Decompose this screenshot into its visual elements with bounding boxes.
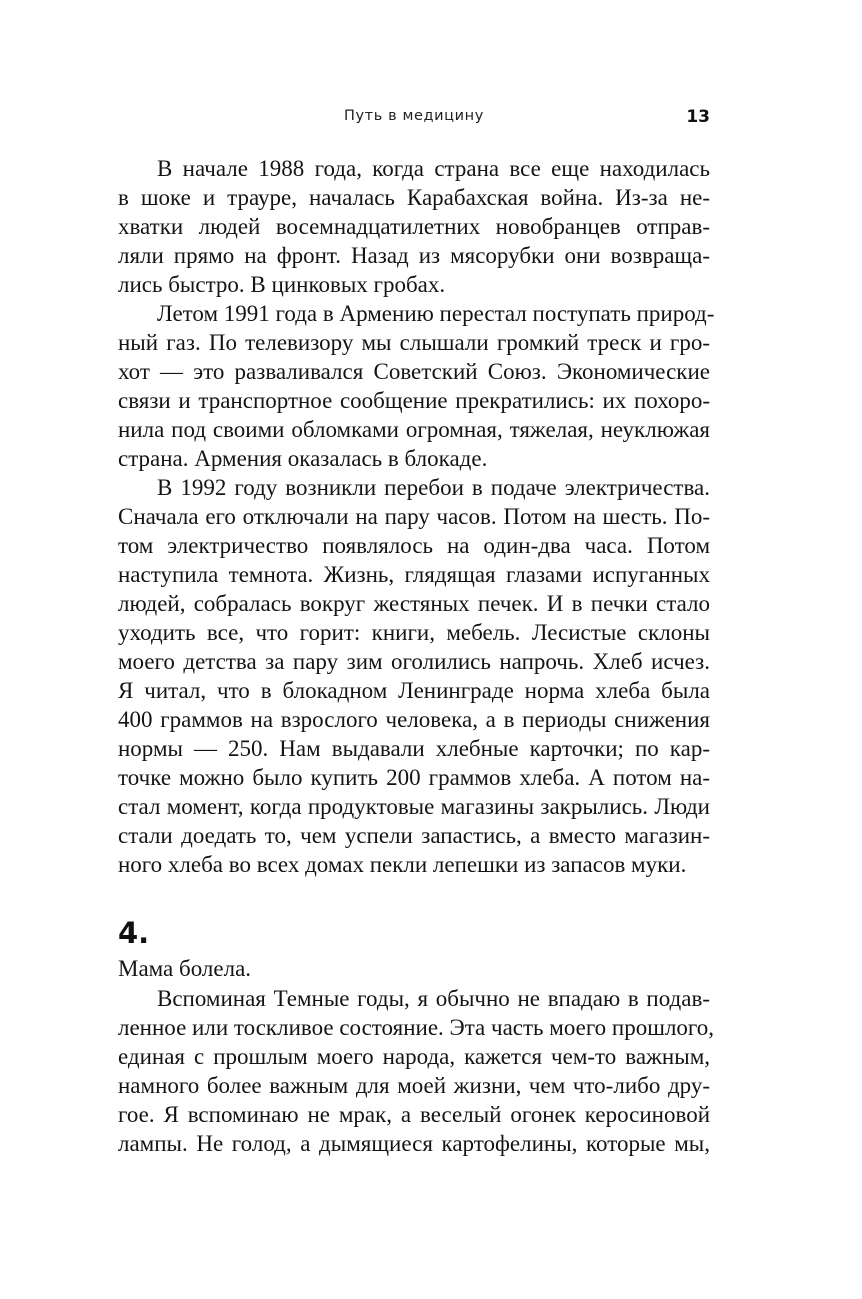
text-line: хватки людей восемнадцатилетних новобранцев отправ- xyxy=(118,214,710,239)
text-line: Я читал, что в блокадном Ленинграде норма хлеба была xyxy=(118,678,710,703)
page-number: 13 xyxy=(686,107,710,127)
text-line: В 1992 году возникли перебои в подаче электричества. xyxy=(157,475,710,500)
text-line: Мама болела. xyxy=(118,956,252,981)
text-line: нила под своими обломками огромная, тяжелая, неуклюжая xyxy=(118,417,710,442)
text-line: намного более важным для моей жизни, чем что-либо дру- xyxy=(118,1073,710,1098)
text-line: гое. Я вспоминаю не мрак, а веселый огонек керосиновой xyxy=(118,1102,710,1127)
text-line: страна. Армения оказалась в блокаде. xyxy=(118,446,488,471)
running-header xyxy=(0,108,862,130)
text-line: лампы. Не голод, а дымящиеся картофелины, которые мы, xyxy=(118,1131,710,1156)
text-line: моего детства за пару зим оголились напрочь. Хлеб исчез. xyxy=(118,649,710,674)
text-line: Летом 1991 года в Армению перестал поступать природ- xyxy=(157,301,715,326)
text-line: том электричество появлялось на один-два часа. Потом xyxy=(118,533,710,558)
text-line: единая с прошлым моего народа, кажется чем-то важным, xyxy=(118,1044,710,1069)
text-line: людей, собралась вокруг жестяных печек. И в печки стало xyxy=(118,591,710,616)
text-line: хот — это разваливался Советский Союз. Экономические xyxy=(118,359,710,384)
text-line: стали доедать то, чем успели запастись, а вместо магазин- xyxy=(118,823,710,848)
text-line: лись быстро. В цинковых гробах. xyxy=(118,272,446,297)
text-line: Вспоминая Темные годы, я обычно не впадаю в подав- xyxy=(157,986,710,1011)
text-line: связи и транспортное сообщение прекратились: их похоро- xyxy=(118,388,710,413)
text-line: стал момент, когда продуктовые магазины закрылись. Люди xyxy=(118,794,710,819)
text-line: точке можно было купить 200 граммов хлеба. А потом на- xyxy=(118,765,710,790)
text-line: ленное или тоскливое состояние. Эта часть моего прошлого, xyxy=(118,1015,715,1040)
text-line: ляли прямо на фронт. Назад из мясорубки они возвраща- xyxy=(118,243,710,268)
text-line: ного хлеба во всех домах пекли лепешки из запасов муки. xyxy=(118,852,687,877)
section-number: 4. xyxy=(118,916,150,950)
text-line: наступила темнота. Жизнь, глядящая глазами испуганных xyxy=(118,562,710,587)
text-line: В начале 1988 года, когда страна все еще находилась xyxy=(157,156,710,181)
text-line: в шоке и трауре, началась Карабахская война. Из-за не- xyxy=(118,185,710,210)
text-line: Сначала его отключали на пару часов. Потом на шесть. По- xyxy=(118,504,710,529)
text-line: ный газ. По телевизору мы слышали громкий треск и гро- xyxy=(118,330,710,355)
text-line: уходить все, что горит: книги, мебель. Лесистые склоны xyxy=(118,620,710,645)
running-title: Путь в медицину xyxy=(344,108,484,124)
text-line: 400 граммов на взрослого человека, а в периоды снижения xyxy=(118,707,710,732)
text-line: нормы — 250. Нам выдавали хлебные карточки; по кар- xyxy=(118,736,710,761)
